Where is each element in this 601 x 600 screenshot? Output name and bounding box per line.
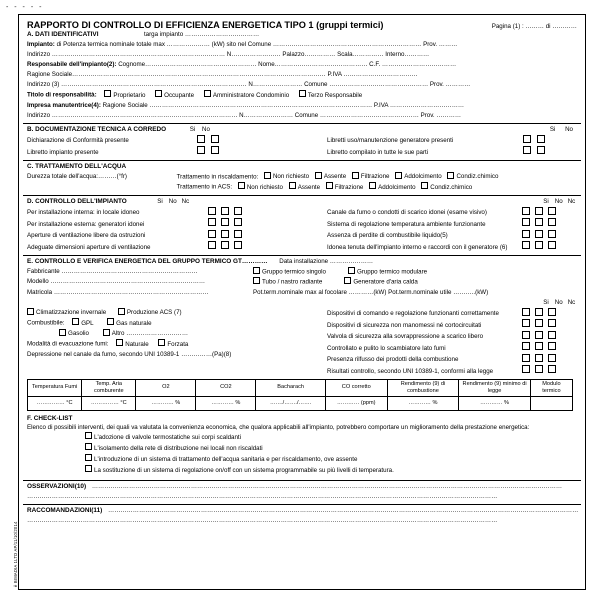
installazione-interna-label: Per installazione interna: in locale idoneo bbox=[27, 209, 140, 216]
checkbox-acs-non-richiesto[interactable] bbox=[238, 182, 245, 189]
libretti-uso-label: Libretti uso/manutenzione generatore presenti bbox=[327, 137, 454, 144]
section-d-nc: Nc bbox=[181, 197, 190, 205]
opt-acs-condiz-chimico: Condiz.chimico bbox=[430, 183, 473, 191]
checkbox-acs-filtrazione[interactable] bbox=[326, 182, 333, 189]
opt-forzata: Forzata bbox=[167, 340, 189, 348]
checkbox-acs-condiz-chimico[interactable] bbox=[421, 182, 428, 189]
section-b-heading-row bbox=[23, 125, 323, 135]
checkbox-d4-no[interactable] bbox=[221, 241, 229, 249]
section-b-si: Si bbox=[189, 125, 196, 133]
section-b-heading: B. DOCUMENTAZIONE TECNICA A CORREDO bbox=[27, 125, 167, 133]
checkbox-dr2-si[interactable] bbox=[522, 218, 530, 226]
section-e-evacuazione-row bbox=[23, 339, 323, 350]
checkbox-generatore-aria-calda[interactable] bbox=[344, 277, 351, 284]
td-co2[interactable]: ………… % bbox=[196, 396, 256, 410]
opt-tubo-radiante: Tubo / nastro radiante bbox=[262, 278, 323, 286]
td-temperatura-fumi[interactable]: …………… °C bbox=[28, 396, 82, 410]
section-b-no: No bbox=[202, 125, 210, 133]
section-f-item-2 bbox=[23, 443, 581, 454]
checkbox-f2[interactable] bbox=[85, 443, 92, 450]
section-a-heading-row bbox=[23, 30, 581, 40]
th-co2: CO2 bbox=[196, 379, 256, 396]
dichiarazione-conformita-label: Dichiarazione di Conformità presente bbox=[27, 137, 129, 144]
checkbox-dichiarazione-si[interactable] bbox=[197, 135, 205, 143]
dispositivi-sicurezza-label: Dispositivi di sicurezza non manomessi né cortocircuitati bbox=[327, 321, 482, 329]
data-installazione-field[interactable]: Data installazione ………………… bbox=[279, 257, 374, 265]
checkbox-dr1-nc[interactable] bbox=[548, 207, 556, 215]
section-e-body bbox=[23, 308, 581, 377]
section-d-right-item-3 bbox=[323, 230, 581, 242]
installazione-esterna-label: Per installazione esterna: generatori idonei bbox=[27, 220, 145, 228]
section-d-item-3 bbox=[23, 230, 323, 242]
section-e-matricola-row bbox=[23, 288, 581, 298]
checkbox-gruppo-termico-singolo[interactable] bbox=[253, 267, 260, 274]
opt-risc-filtrazione: Filtrazione bbox=[360, 173, 390, 180]
osservazioni-row-2[interactable]: ………………………………………………………………………………………………………………………………………………………………………………………………………… bbox=[27, 492, 498, 500]
checkbox-f3[interactable] bbox=[85, 454, 92, 461]
matricola-field[interactable]: Matricola ………………………………………………………………… bbox=[27, 288, 209, 296]
section-e-combustibile-row-1 bbox=[23, 318, 323, 329]
option-occupante: Occupante bbox=[164, 91, 195, 99]
section-d-right-no: No bbox=[554, 197, 563, 205]
libretto-impianto-label: Libretto impianto presente bbox=[27, 148, 99, 156]
section-f-item-4 bbox=[23, 465, 581, 476]
ragione-sociale-row[interactable]: Ragione Sociale…………………………………………………………………………………………………………… P.IVA ……………………………… bbox=[27, 71, 418, 78]
checkbox-tubo-nastro-radiante[interactable] bbox=[253, 277, 260, 284]
checkbox-risc-non-richiesto[interactable] bbox=[264, 172, 271, 179]
checkbox-e4-nc[interactable] bbox=[548, 342, 556, 350]
checkbox-dr2-nc[interactable] bbox=[548, 218, 556, 226]
titolo-responsabilita-label: Titolo di responsabilità: bbox=[27, 91, 97, 99]
aperture-ventilazione-label: Aperture di ventilazione libere da ostruzioni bbox=[27, 232, 146, 239]
divider-d-e bbox=[23, 255, 581, 256]
checkbox-amministratore[interactable] bbox=[204, 90, 211, 97]
impresa-row bbox=[23, 101, 581, 111]
osservazioni-label: OSSERVAZIONI(10) bbox=[27, 482, 87, 490]
checkbox-d1-no[interactable] bbox=[221, 207, 229, 215]
section-f-intro: Elenco di possibili interventi, dei quali va valutata la convenienza economica, che qualora applicabili all'impianto, potrebbero comportare un miglioramento della prestazione energetica: bbox=[27, 423, 530, 431]
th-temp-aria: Temp. Aria comburente bbox=[82, 379, 136, 396]
section-d-right-item-4 bbox=[323, 241, 581, 253]
opt-acs-assente: Assente bbox=[297, 183, 321, 191]
raccomandazioni-label: RACCOMANDAZIONI(11) bbox=[27, 506, 103, 514]
checkbox-f1[interactable] bbox=[85, 432, 92, 439]
checkbox-e5-si[interactable] bbox=[522, 354, 530, 362]
checkbox-e6-si[interactable] bbox=[522, 365, 530, 373]
checkbox-d2-no[interactable] bbox=[221, 218, 229, 226]
checkbox-d3-si[interactable] bbox=[208, 230, 216, 238]
section-b-right-si: Si bbox=[549, 125, 556, 133]
checkbox-altro-combustibile[interactable] bbox=[103, 329, 110, 336]
checkbox-dr4-no[interactable] bbox=[535, 241, 543, 249]
checkbox-dichiarazione-no[interactable] bbox=[211, 135, 219, 143]
section-d-no: No bbox=[168, 197, 177, 205]
checkbox-d1-si[interactable] bbox=[208, 207, 216, 215]
divider-f-osservazioni bbox=[23, 480, 581, 481]
checkbox-libretto-compilato-si[interactable] bbox=[523, 146, 531, 154]
opt-risc-non-richiesto: Non richiesto bbox=[272, 173, 310, 180]
checkbox-d4-si[interactable] bbox=[208, 241, 216, 249]
opt-gas-naturale: Gas naturale bbox=[116, 319, 152, 327]
form-body bbox=[23, 18, 581, 587]
checkbox-e5-no[interactable] bbox=[535, 354, 543, 362]
checkbox-e2-si[interactable] bbox=[522, 319, 530, 327]
indirizzo-impresa-row[interactable]: Indirizzo ……………………………………………………………………………… N…………………… Comune ………………………………………… Prov. ………… bbox=[27, 111, 462, 119]
opt-gruppo-modulare: Gruppo termico modulare bbox=[356, 268, 428, 275]
section-c-acs-row bbox=[23, 182, 581, 193]
section-b bbox=[23, 125, 581, 158]
checkbox-occupante[interactable] bbox=[155, 90, 162, 97]
section-e-fabbricante-row bbox=[23, 267, 581, 278]
checkbox-e6-no[interactable] bbox=[535, 365, 543, 373]
checkbox-d4-nc[interactable] bbox=[234, 241, 242, 249]
opt-acs-non-richiesto: Non richiesto bbox=[246, 183, 283, 191]
td-o2[interactable]: ………… % bbox=[136, 396, 196, 410]
section-b-item-row-1 bbox=[23, 135, 323, 147]
td-temp-aria[interactable]: …………… °C bbox=[82, 396, 136, 410]
section-d bbox=[23, 197, 581, 253]
osservazioni-field[interactable]: ………………………………………………………………………………………………………………………………………………………………………………………………………… bbox=[91, 482, 563, 490]
section-e-heading-row bbox=[23, 257, 581, 267]
checkbox-libretti-uso-no[interactable] bbox=[537, 135, 545, 143]
checkbox-gas-naturale[interactable] bbox=[107, 318, 114, 325]
checkbox-e4-no[interactable] bbox=[535, 342, 543, 350]
th-temperatura-fumi: Temperatura Fumi bbox=[28, 379, 82, 396]
opt-gruppo-singolo: Gruppo termico singolo bbox=[262, 268, 326, 275]
checkbox-risc-assente[interactable] bbox=[315, 172, 322, 179]
durezza-acqua-field[interactable]: Durezza totale dell'acqua:………(°fr) bbox=[27, 173, 127, 180]
checkbox-dr3-no[interactable] bbox=[535, 230, 543, 238]
impresa-line[interactable]: Ragione Sociale ……………………………………………………………………………………………… P.IVA ……………………………… bbox=[102, 101, 465, 109]
checkbox-acs-addolcimento[interactable] bbox=[369, 182, 376, 189]
td-bacharach[interactable]: ……./……./……. bbox=[256, 396, 325, 410]
td-co-corretto[interactable]: ………… (ppm) bbox=[325, 396, 387, 410]
checkbox-d3-no[interactable] bbox=[221, 230, 229, 238]
osservazioni-row bbox=[23, 482, 581, 492]
risultati-controllo-label: Risultati controllo, secondo UNI 10389-1, conformi alla legge bbox=[327, 367, 494, 375]
libretto-compilato-label: Libretto compilato in tutte le sue parti bbox=[327, 148, 429, 156]
divider-b-c bbox=[23, 160, 581, 161]
raccomandazioni-row-2[interactable]: ………………………………………………………………………………………………………………………………………………………………………………………………………… bbox=[27, 516, 498, 524]
section-f-item-1 bbox=[23, 432, 581, 443]
section-a-heading: A. DATI IDENTIFICATIVI bbox=[27, 31, 99, 38]
checkbox-e2-no[interactable] bbox=[535, 319, 543, 327]
canale-fumo-label: Canale da fumo o condotti di scarico idonei (esame visivo) bbox=[327, 209, 487, 216]
section-e-heading: E. CONTROLLO E VERIFICA ENERGETICA DEL GRUPPO TERMICO GT………… bbox=[27, 257, 268, 265]
f-item-1-label: L'adozione di valvole termostatiche sui corpi scaldanti bbox=[94, 433, 242, 441]
checkbox-dr1-si[interactable] bbox=[522, 207, 530, 215]
section-f-item-3 bbox=[23, 454, 581, 465]
impianto-row bbox=[23, 40, 581, 50]
td-modulo-termico[interactable] bbox=[530, 396, 572, 410]
section-d-item-1 bbox=[23, 207, 323, 219]
checkbox-d3-nc[interactable] bbox=[234, 230, 242, 238]
page-title: RAPPORTO DI CONTROLLO DI EFFICIENZA ENERGETICA TIPO 1 (gruppi termici) bbox=[27, 20, 384, 30]
opt-risc-addolcimento: Addolcimento bbox=[404, 173, 442, 180]
checkbox-e2-nc[interactable] bbox=[548, 319, 556, 327]
section-b-right-no: No bbox=[565, 125, 573, 133]
raccomandazioni-row bbox=[23, 506, 581, 516]
section-c-heading: C. TRATTAMENTO DELL'ACQUA bbox=[27, 162, 127, 170]
opt-acs-addolcimento: Addolcimento bbox=[378, 183, 416, 191]
checkbox-e3-si[interactable] bbox=[522, 331, 530, 339]
th-co-corretto: CO corretto bbox=[325, 379, 387, 396]
f-item-3-label: L'introduzione di un sistema di trattamento dell'acqua sanitaria e per riscaldamento, ove assente bbox=[94, 455, 358, 463]
th-modulo-termico: Modulo termico bbox=[530, 379, 572, 396]
section-c-heading-row bbox=[23, 162, 581, 172]
f-item-4-label: La sostituzione di un sistema di regolazione on/off con un sistema programmabile su più livelli di temperatura. bbox=[94, 466, 394, 474]
checkbox-d2-si[interactable] bbox=[208, 218, 216, 226]
targa-impianto-field[interactable]: targa impianto ……………………………… bbox=[143, 31, 260, 38]
section-e-depressione-row[interactable]: Depressione nel canale da fumo, secondo UNI 10389-1 ……………(Pa)(8) bbox=[27, 350, 232, 358]
divider-a-b bbox=[23, 123, 581, 124]
responsabile-line[interactable]: Cognome……………………………………………… Nome……………………………………… C.F. ……………………………… bbox=[118, 61, 457, 68]
checkbox-dr4-nc[interactable] bbox=[548, 241, 556, 249]
divider-osservazioni-raccomandazioni bbox=[23, 504, 581, 505]
indirizzo-responsabile-row[interactable]: Indirizzo (3) ……………………………………………………………………………… N…………………… Comune ………………………………………… Prov. ………… bbox=[27, 81, 471, 88]
opt-naturale: Naturale bbox=[125, 340, 149, 348]
checkbox-libretto-compilato-no[interactable] bbox=[537, 146, 545, 154]
crop-marks: - - - - - bbox=[6, 4, 44, 11]
raccomandazioni-field[interactable]: ………………………………………………………………………………………………………………………………………………………………………………………………………… bbox=[108, 506, 579, 514]
trattamento-acs-label: Trattamento in ACS: bbox=[176, 183, 233, 191]
impianto-label: Impianto: bbox=[27, 41, 55, 48]
section-c-durezza-row bbox=[23, 172, 581, 183]
section-e-clima-row bbox=[23, 308, 323, 319]
option-proprietario: Proprietario bbox=[113, 91, 146, 99]
section-e-combustibile-row-2 bbox=[23, 329, 323, 340]
checkbox-naturale[interactable] bbox=[116, 339, 123, 346]
checkbox-proprietario[interactable] bbox=[104, 90, 111, 97]
checkbox-gruppo-termico-modulare[interactable] bbox=[348, 267, 355, 274]
rilfusso-label: Presenza rilfusso dei prodotti della combustione bbox=[327, 356, 459, 363]
sistema-regolazione-label: Sistema di regolazione temperatura ambiente funzionante bbox=[327, 220, 486, 228]
measurements-table bbox=[27, 379, 573, 411]
section-e-no: No bbox=[554, 298, 563, 306]
checkbox-risc-condiz-chimico[interactable] bbox=[447, 172, 454, 179]
checkbox-gasolio[interactable] bbox=[59, 329, 66, 336]
opt-risc-assente: Assente bbox=[323, 173, 347, 180]
section-e-right-item-3 bbox=[323, 331, 581, 343]
evacuazione-label: Modalità di evacuazione fumi: bbox=[27, 340, 109, 348]
checkbox-libretto-no[interactable] bbox=[211, 146, 219, 154]
title-row bbox=[23, 18, 581, 30]
th-bacharach: Bacharach bbox=[256, 379, 325, 396]
td-rendimento-minimo[interactable]: ………… % bbox=[459, 396, 530, 410]
checkbox-terzo-responsabile[interactable] bbox=[299, 90, 306, 97]
section-e-nc: Nc bbox=[567, 298, 576, 306]
checkbox-risc-filtrazione[interactable] bbox=[352, 172, 359, 179]
section-b-item-row-2 bbox=[23, 146, 323, 158]
section-e-right-item-4 bbox=[323, 342, 581, 354]
section-d-heading-row bbox=[23, 197, 323, 207]
section-d-right-si: Si bbox=[543, 197, 549, 205]
impresa-label: Impresa manutentrice(4): bbox=[27, 101, 101, 109]
modello-field[interactable]: Modello ………………………………………………………………… bbox=[27, 278, 206, 285]
indirizzo-impianto-row[interactable]: Indirizzo ………………………………………………………………………… N…………………… Palazzo…………… Scala…………… Interno………… bbox=[27, 51, 430, 58]
checkbox-libretto-si[interactable] bbox=[197, 146, 205, 154]
opt-risc-condiz-chimico: Condiz.chimico bbox=[456, 173, 499, 180]
checkbox-risc-addolcimento[interactable] bbox=[395, 172, 402, 179]
section-f-heading: F. CHECK-LIST bbox=[27, 414, 73, 422]
potenza-line[interactable]: Pot.term.nominale max al focolare …………(kW) Pot.term.nominale utile ………..(kW) bbox=[253, 288, 489, 296]
checkbox-e6-nc[interactable] bbox=[548, 365, 556, 373]
section-b-right-header bbox=[323, 125, 581, 135]
table-header-row bbox=[28, 379, 573, 396]
section-d-si: Si bbox=[157, 197, 163, 205]
section-d-item-4 bbox=[23, 241, 323, 253]
opt-acs-filtrazione: Filtrazione bbox=[334, 183, 364, 191]
checkbox-e3-nc[interactable] bbox=[548, 331, 556, 339]
checkbox-d2-nc[interactable] bbox=[234, 218, 242, 226]
form-frame bbox=[13, 14, 586, 590]
section-e-right-item-1 bbox=[323, 308, 581, 320]
scambiatore-label: Controllato e pulito lo scambiatore lato fumi bbox=[327, 344, 446, 352]
checkbox-e1-no[interactable] bbox=[535, 308, 543, 316]
checkbox-dr1-no[interactable] bbox=[535, 207, 543, 215]
checkbox-e5-nc[interactable] bbox=[548, 354, 556, 362]
opt-altro[interactable]: Altro ………………………… bbox=[111, 330, 189, 337]
checkbox-gpl[interactable] bbox=[72, 318, 79, 325]
opt-climatizzazione: Climatizzazione invernale bbox=[36, 309, 107, 316]
option-amministratore: Amministratore Condominio bbox=[212, 91, 290, 99]
table-value-row bbox=[28, 396, 573, 410]
section-e-sn-header bbox=[23, 298, 581, 308]
checkbox-dr3-si[interactable] bbox=[522, 230, 530, 238]
checkbox-dr2-no[interactable] bbox=[535, 218, 543, 226]
section-d-heading: D. CONTROLLO DELL'IMPIANTO bbox=[27, 197, 127, 205]
checkbox-climatizzazione-invernale[interactable] bbox=[27, 308, 34, 315]
th-rendimento-minimo: Rendimento (9) minimo di legge bbox=[459, 379, 530, 396]
section-e-si: Si bbox=[543, 298, 549, 306]
valvola-sicurezza-label: Valvola di sicurezza alla sovrappressione a scarico libero bbox=[327, 333, 484, 340]
section-d-right-item-2 bbox=[323, 218, 581, 230]
section-e-right-item-5 bbox=[323, 354, 581, 366]
opt-gpl: GPL bbox=[81, 319, 94, 327]
checkbox-libretti-uso-si[interactable] bbox=[523, 135, 531, 143]
section-e-modello-row bbox=[23, 277, 581, 288]
f-item-2-label: L'isolamento della rete di distribuzione nei locali non riscaldati bbox=[94, 444, 263, 452]
form-code: è BIMADIA 1LTD AP/11/10/2014 bbox=[13, 521, 18, 587]
th-rendimento-combustione: Rendimento (9) di combustione bbox=[387, 379, 459, 396]
checkbox-e1-nc[interactable] bbox=[548, 308, 556, 316]
impianto-line[interactable]: di Potenza termica nominale totale max ………………… (kW) sito nel Comune ……………………………………………………………… Prov. ……… bbox=[56, 41, 458, 48]
combustibile-label: Combustibile: bbox=[27, 319, 65, 327]
divider-c-d bbox=[23, 195, 581, 196]
checkbox-e4-si[interactable] bbox=[522, 342, 530, 350]
checkbox-e3-no[interactable] bbox=[535, 331, 543, 339]
checkbox-f4[interactable] bbox=[85, 465, 92, 472]
dispositivi-comando-label: Dispositivi di comando e regolazione funzionanti correttamente bbox=[327, 310, 499, 317]
th-o2: O2 bbox=[136, 379, 196, 396]
td-rendimento-combustione[interactable]: ………… % bbox=[387, 396, 459, 410]
section-b-right-row-2 bbox=[323, 146, 581, 158]
tenuta-impianto-label: Idonea tenuta dell'impianto interno e raccordi con il generatore (6) bbox=[327, 243, 508, 251]
perdite-combustibile-label: Assenza di perdite di combustibile liquido(5) bbox=[327, 232, 448, 239]
section-d-right-item-1 bbox=[323, 207, 581, 219]
fabbricante-field[interactable]: Fabbricante ………………………………………………………… bbox=[27, 267, 198, 275]
section-e-right-item-6 bbox=[323, 365, 581, 377]
trattamento-riscaldamento-label: Trattamento in riscaldamento: bbox=[176, 173, 259, 180]
checkbox-e1-si[interactable] bbox=[522, 308, 530, 316]
section-b-right-row-1 bbox=[323, 135, 581, 147]
checkbox-forzata[interactable] bbox=[158, 339, 165, 346]
section-f-heading-row bbox=[23, 414, 581, 424]
section-d-right-nc: Nc bbox=[567, 197, 576, 205]
checkbox-acs-assente[interactable] bbox=[289, 182, 296, 189]
section-e-right-item-2 bbox=[323, 319, 581, 331]
opt-gasolio: Gasolio bbox=[68, 330, 89, 337]
opt-generatore-aria: Generatore d'aria calda bbox=[353, 278, 418, 286]
checkbox-produzione-acs[interactable] bbox=[118, 308, 125, 315]
opt-produzione-acs: Produzione ACS (7) bbox=[126, 309, 182, 316]
checkbox-d1-nc[interactable] bbox=[234, 207, 242, 215]
checkbox-dr4-si[interactable] bbox=[522, 241, 530, 249]
responsabile-row bbox=[23, 60, 581, 70]
titolo-responsabilita-row bbox=[23, 90, 581, 101]
option-terzo-responsabile: Terzo Responsabile bbox=[307, 91, 363, 99]
page-number-label: Pagina (1) : ……… di ………… bbox=[491, 23, 577, 30]
checkbox-dr3-nc[interactable] bbox=[548, 230, 556, 238]
responsabile-label: Responsabile dell'impianto(2): bbox=[27, 61, 117, 68]
section-d-item-2 bbox=[23, 218, 323, 230]
dimensioni-aperture-label: Adeguate dimensioni aperture di ventilazione bbox=[27, 243, 151, 251]
section-d-right-header bbox=[323, 197, 581, 207]
